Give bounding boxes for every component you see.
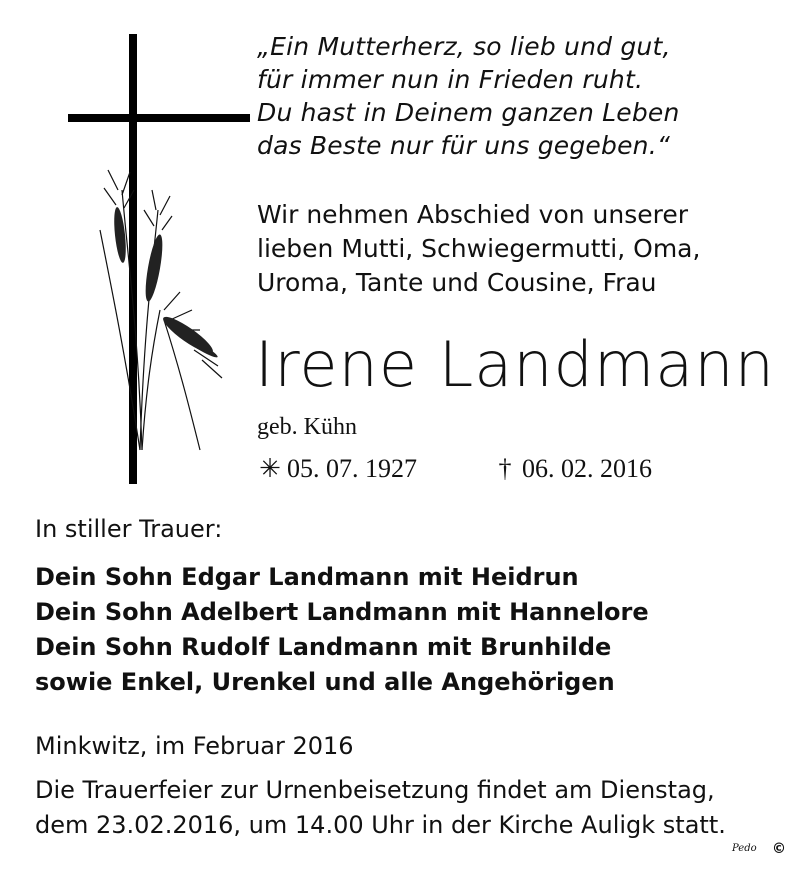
cross-with-wheat-icon: [60, 30, 250, 490]
funeral-line: Die Trauerfeier zur Urnenbeisetzung findet am Dienstag,: [35, 776, 715, 804]
maiden-name: geb. Kühn: [257, 414, 357, 440]
death-date-group: [492, 454, 652, 484]
intro-line: Uroma, Tante und Cousine, Frau: [257, 268, 657, 297]
death-cross-icon: †: [498, 454, 512, 483]
quote-line: „Ein Mutterherz, so lieb und gut,: [257, 32, 671, 61]
designer-credit: Pedo: [732, 843, 757, 854]
farewell-intro: [257, 198, 777, 300]
birth-date: 05. 07. 1927: [287, 454, 417, 483]
birth-star-icon: ✳: [259, 454, 281, 483]
quote-line: das Beste nur für uns gegeben.“: [257, 131, 670, 160]
intro-line: Wir nehmen Abschied von unserer: [257, 200, 689, 229]
quote-line: für immer nun in Frieden ruht.: [257, 65, 644, 94]
memorial-quote: [257, 30, 777, 162]
mourning-header: In stiller Trauer:: [35, 515, 223, 543]
family-line: Dein Sohn Adelbert Landmann mit Hannelore: [35, 598, 649, 626]
death-date: 06. 02. 2016: [522, 454, 652, 483]
quote-line: Du hast in Deinem ganzen Leben: [257, 98, 680, 127]
place-date: Minkwitz, im Februar 2016: [35, 732, 354, 760]
funeral-info: [35, 773, 726, 843]
deceased-name: Irene Landmann: [255, 328, 775, 401]
family-line: sowie Enkel, Urenkel und alle Angehörigen: [35, 668, 615, 696]
family-list: [35, 560, 649, 700]
family-line: Dein Sohn Rudolf Landmann mit Brunhilde: [35, 633, 612, 661]
funeral-line: dem 23.02.2016, um 14.00 Uhr in der Kirche Auligk statt.: [35, 811, 726, 839]
copyright-icon: ©: [772, 841, 786, 857]
wheat-ears: [112, 207, 219, 360]
intro-line: lieben Mutti, Schwiegermutti, Oma,: [257, 234, 701, 263]
life-dates: [257, 454, 652, 484]
family-line: Dein Sohn Edgar Landmann mit Heidrun: [35, 563, 579, 591]
